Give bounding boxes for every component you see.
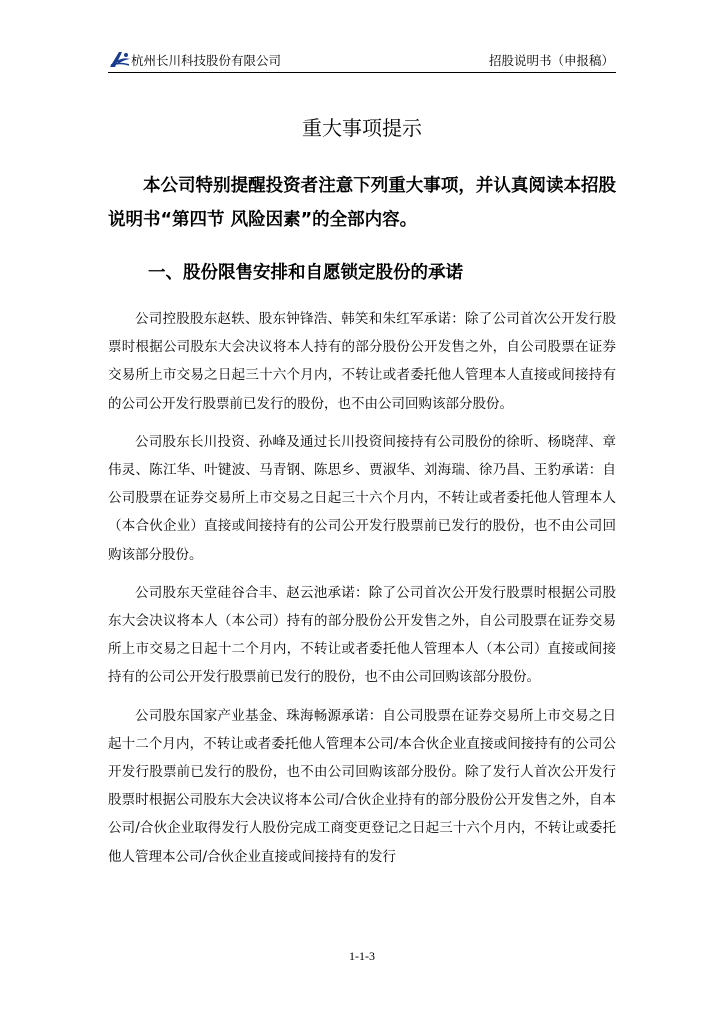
paragraph: 公司股东天堂硅谷合丰、赵云池承诺：除了公司首次公开发行股票时根据公司股东大会决议将本人（本公司）持有的部分股份公开发售之外，自公司股票在证券交易所上市交易之日起十二个月内，不转让或者委托他人管理本人（本公司）直接或间接持有的公司公开发行股票前已发行的股份，也不由公司回购该部分股份。	[108, 584, 616, 686]
body-text	[108, 305, 616, 881]
paragraph: 公司控股股东赵轶、股东钟锋浩、韩笑和朱红军承诺：除了公司首次公开发行股票时根据公司股东大会决议将本人持有的部分股份公开发售之外，自公司股票在证券交易所上市交易之日起三十六个月内，不转让或者委托他人管理本人直接或间接持有的公司公开发行股票前已发行的股份，也不由公司回购该部分股份。	[108, 311, 616, 412]
paragraph: 公司股东国家产业基金、珠海畅源承诺：自公司股票在证券交易所上市交易之日起十二个月内，不转让或者委托他人管理本公司/本合伙企业直接或间接持有的公司公开发行股票前已发行的股份，也不由公司回购该部分股份。除了发行人首次公开发行股票时根据公司股东大会决议将本公司/合伙企业持有的部分股份公开发售之外，自本公司/合伙企业取得发行人股份完成工商变更登记之日起三十六个月内，不转让或委托他人管理本公司/合伙企业直接或间接持有的发行	[108, 707, 616, 865]
section-heading: 一、股份限售安排和自愿锁定股份的承诺	[148, 263, 463, 283]
page-title: 重大事项提示	[302, 116, 422, 140]
page-number: 1-1-3	[349, 949, 375, 963]
changchuan-logo-icon	[108, 50, 132, 70]
header-rule	[108, 72, 616, 73]
document-type: 招股说明书（申报稿）	[488, 53, 614, 68]
paragraph: 公司股东长川投资、孙峰及通过长川投资间接持有公司股份的徐昕、杨晓萍、章伟灵、陈江华、叶键波、马青钢、陈思乡、贾淑华、刘海瑞、徐乃昌、王豹承诺：自公司股票在证券交易所上市交易之日起三十六个月内，不转让或者委托他人管理本人（本合伙企业）直接或间接持有的公司公开发行股票前已发行的股份，也不由公司回购该部分股份。	[108, 433, 616, 563]
page-header	[108, 49, 616, 75]
company-name: 杭州长川科技股份有限公司	[131, 53, 282, 68]
intro-notice: 本公司特别提醒投资者注意下列重大事项，并认真阅读本招股说明书“第四节 风险因素”的全部内容。	[108, 176, 616, 230]
